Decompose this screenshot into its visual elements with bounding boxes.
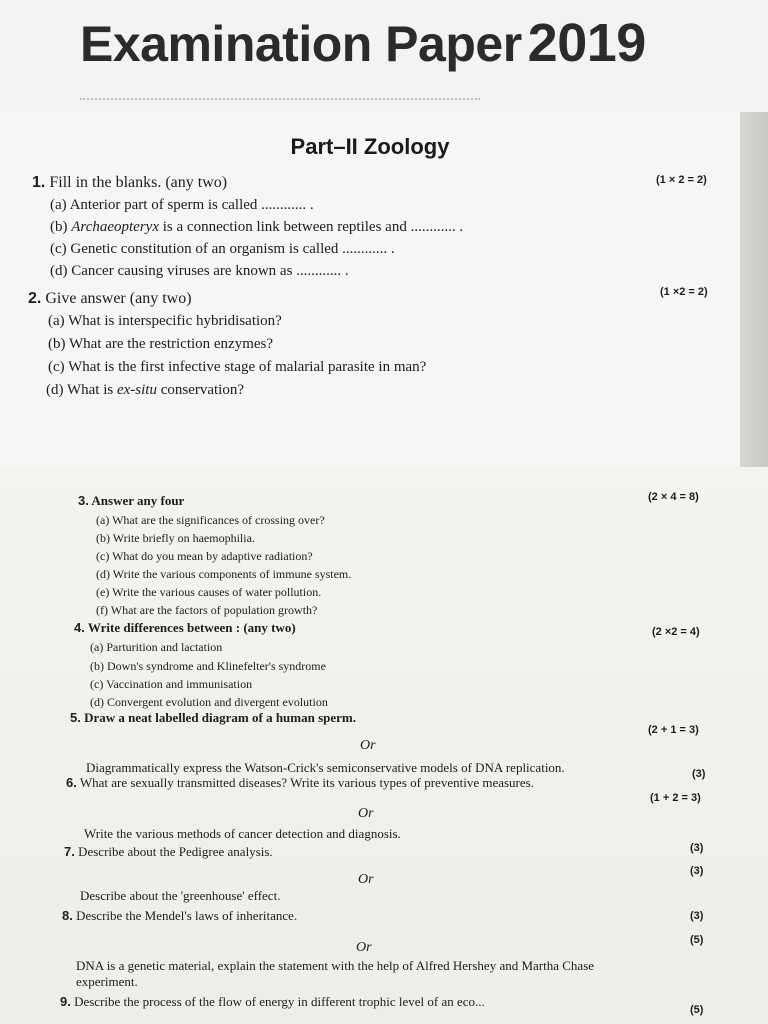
question-2 [28, 290, 192, 308]
question-text: Give answer (any two) [45, 290, 192, 307]
header-title [80, 12, 646, 74]
sub-item: (b) Archaeopteryx is a connection link between reptiles and ............ . [50, 219, 464, 235]
question-number: 6. [66, 775, 77, 790]
question-text: Write differences between : (any two) [87, 620, 296, 635]
sub-item: (b) Down's syndrome and Klinefelter's syndrome [90, 659, 326, 673]
sub-item: (e) Write the various causes of water pollution. [96, 585, 322, 599]
marks-1: (1 × 2 = 2) [656, 174, 707, 186]
marks-8b: (5) [690, 934, 704, 946]
question-number: 5. [70, 710, 81, 725]
question-text: Answer any four [91, 493, 185, 508]
question-text: Describe the process of the flow of energy in different trophic level of an eco... [74, 994, 485, 1009]
question-7 [64, 844, 273, 860]
marks-5: (2 + 1 = 3) [648, 724, 699, 736]
sub-item: (d) Cancer causing viruses are known as ............ . [50, 263, 349, 279]
part-title: Part–II Zoology [290, 134, 450, 159]
header-title-text: Examination Paper [80, 16, 522, 72]
sub-item: (d) What is ex-situ conservation? [46, 382, 245, 398]
alt-question: DNA is a genetic material, explain the statement with the help of Alfred Hershey and Martha Chase [76, 958, 595, 973]
sub-item: (c) Genetic constitution of an organism is called ............ . [50, 241, 395, 257]
sub-item: (a) What are the significances of crossing over? [96, 513, 325, 527]
alt-question-cont: experiment. [76, 974, 138, 989]
marks-8: (3) [690, 910, 704, 922]
or-divider: Or [358, 806, 374, 821]
marks-6: (1 + 2 = 3) [650, 792, 701, 804]
alt-marks-5: (3) [692, 768, 706, 780]
alt-question: Describe about the 'greenhouse' effect. [80, 888, 281, 903]
question-3 [78, 493, 184, 509]
question-9 [60, 994, 485, 1010]
question-number: 4. [74, 620, 85, 635]
sub-item: (c) Vaccination and immunisation [90, 677, 253, 691]
question-8 [62, 908, 297, 924]
marks-7: (3) [690, 865, 704, 877]
header-year: 2019 [527, 13, 646, 73]
sub-item: (a) Parturition and lactation [90, 640, 223, 654]
question-5 [70, 710, 356, 726]
alt-question: Diagrammatically express the Watson-Crick's semiconservative models of DNA replication. [86, 760, 565, 775]
sub-item: (a) What is interspecific hybridisation? [48, 313, 282, 329]
marks-4: (2 ×2 = 4) [652, 626, 700, 638]
question-6 [66, 775, 534, 791]
sub-item: (d) Write the various components of immune system. [96, 567, 352, 581]
sub-item: (c) What do you mean by adaptive radiation? [96, 549, 313, 563]
or-divider: Or [360, 738, 376, 753]
question-number: 9. [60, 994, 71, 1009]
marks-3: (2 × 4 = 8) [648, 491, 699, 503]
sub-item: (a) Anterior part of sperm is called ............ . [50, 197, 314, 213]
or-divider: Or [356, 940, 372, 955]
question-number: 2. [28, 290, 42, 307]
question-text: Draw a neat labelled diagram of a human sperm. [84, 710, 357, 725]
sub-item: (f) What are the factors of population growth? [96, 603, 318, 617]
alt-marks-6: (3) [690, 842, 704, 854]
question-1 [32, 174, 227, 192]
marks-2: (1 ×2 = 2) [660, 286, 708, 298]
alt-question: Write the various methods of cancer detection and diagnosis. [84, 826, 401, 841]
question-number: 7. [64, 844, 75, 859]
header-banner [0, 0, 768, 112]
question-text: Describe the Mendel's laws of inheritance. [76, 908, 298, 923]
question-text: Fill in the blanks. (any two) [49, 174, 228, 191]
sub-item: (b) What are the restriction enzymes? [48, 336, 274, 352]
question-number: 1. [32, 174, 46, 191]
faded-text-strip [80, 98, 480, 106]
question-number: 8. [62, 908, 73, 923]
or-divider: Or [358, 872, 374, 887]
question-4 [74, 620, 296, 636]
page-edge [740, 112, 768, 467]
question-number: 3. [78, 493, 89, 508]
marks-9: (5) [690, 1004, 704, 1016]
sub-item: (b) Write briefly on haemophilia. [96, 531, 255, 545]
question-text: Describe about the Pedigree analysis. [78, 844, 273, 859]
sub-item: (c) What is the first infective stage of malarial parasite in man? [48, 359, 427, 375]
question-text: What are sexually transmitted diseases? Write its various types of preventive measures. [79, 775, 534, 790]
sub-item: (d) Convergent evolution and divergent evolution [90, 695, 328, 709]
